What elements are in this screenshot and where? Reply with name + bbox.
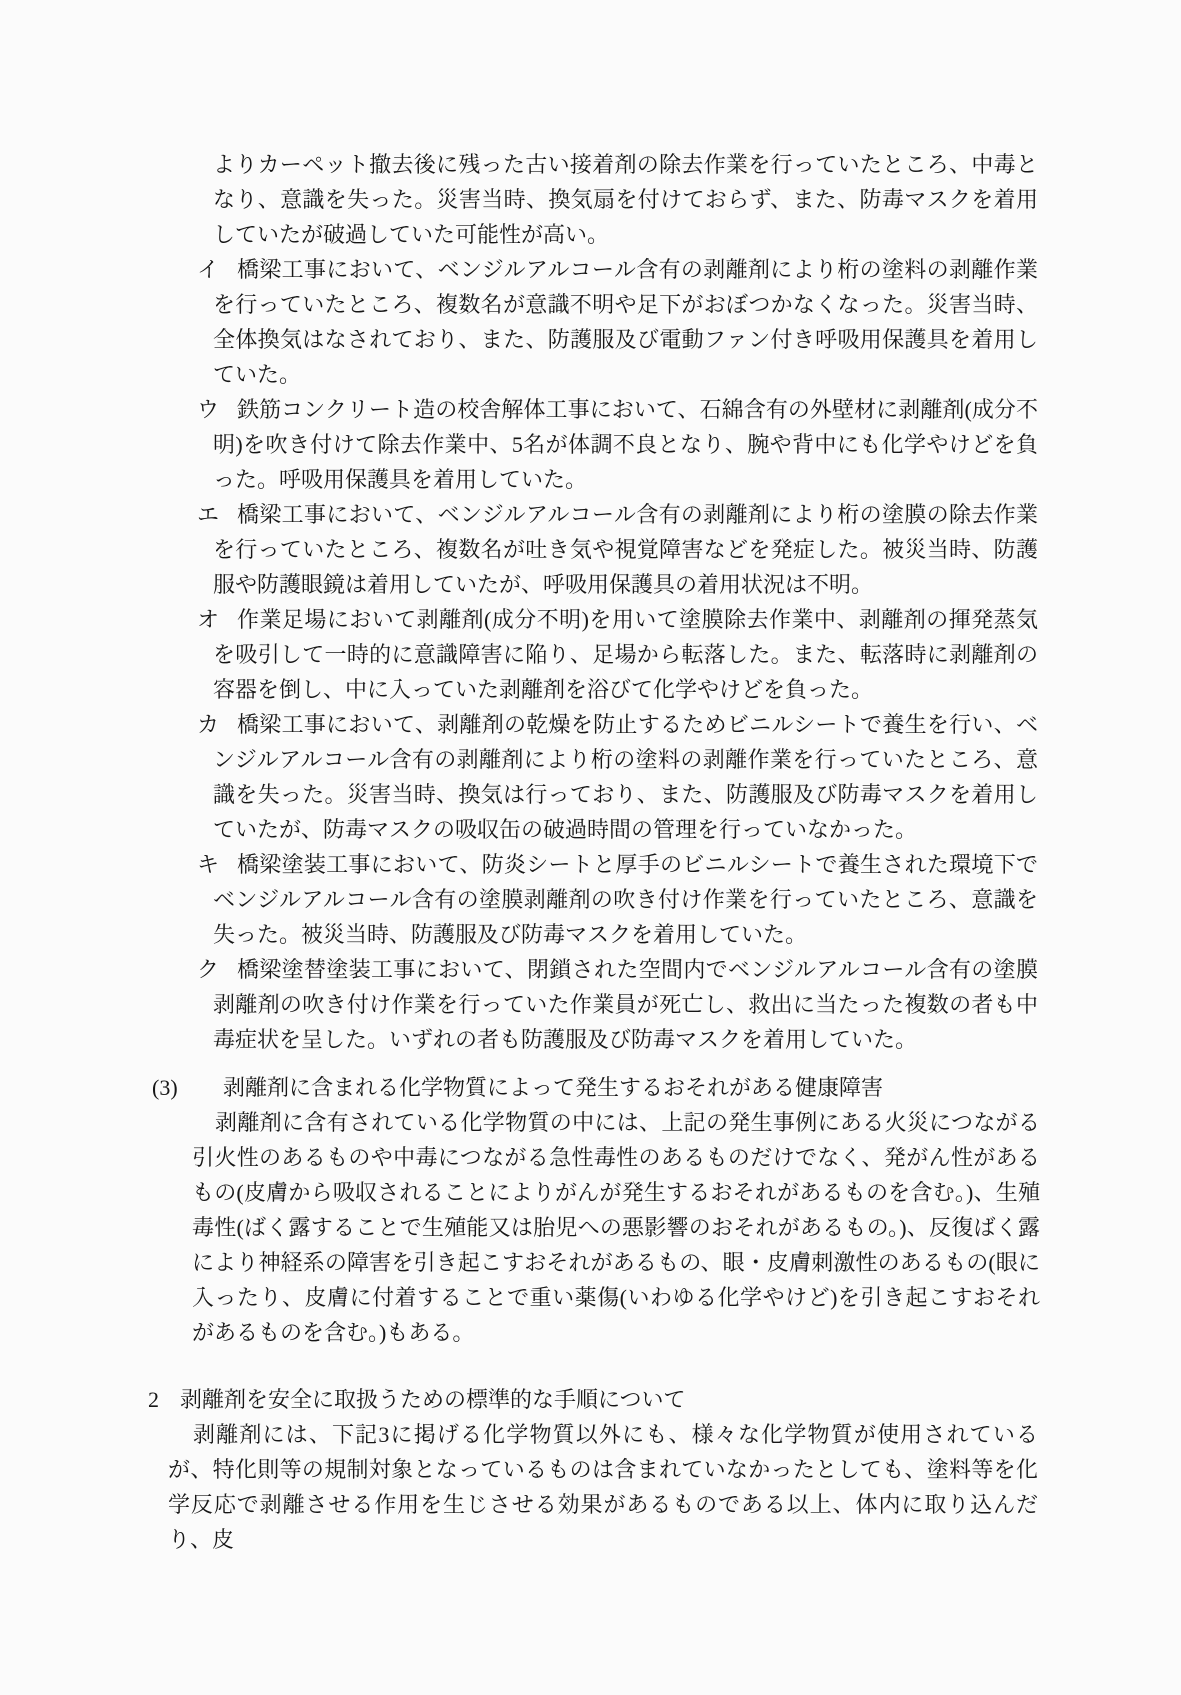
case-item-label: カ: [197, 712, 220, 737]
case-item-label: オ: [197, 607, 220, 632]
case-item-text: 橋梁工事において、剥離剤の乾燥を防止するためビニルシートで養生を行い、ベンジルアルコール含有の剥離剤により桁の塗料の剥離作業を行っていたところ、意識を失った。災害当時、換気は行っており、また、防護服及び防毒マスクを着用していたが、防毒マスクの吸収缶の破過時間の管理を行っていなかった。: [213, 712, 1038, 842]
document-body: [0, 147, 1181, 1557]
case-item-u: [197, 392, 1038, 497]
section-3-paragraph: 剥離剤に含有されている化学物質の中には、上記の発生事例にある火災につながる引火性のあるものや中毒につながる急性毒性のあるものだけでなく、発がん性があるもの(皮膚から吸収されることによりがんが発生するおそれがあるものを含む。)、生殖毒性(ばく露することで生殖能又は胎児への悪影響のおそれがあるもの。)、反復ばく露により神経系の障害を引き起こすおそれがあるもの、眼・皮膚刺激性のあるもの(眼に入ったり、皮膚に付着することで重い薬傷(いわゆる化学やけど)を引き起こすおそれがあるものを含む。)もある。: [192, 1110, 1040, 1345]
case-item-o: [197, 602, 1038, 707]
case-item-text: 橋梁工事において、ベンジルアルコール含有の剥離剤により桁の塗料の剥離作業を行っていたところ、複数名が意識不明や足下がおぼつかなくなった。災害当時、全体換気はなされており、また、防護服及び電動ファン付き呼吸用保護具を着用していた。: [213, 257, 1038, 387]
case-item-text: 橋梁塗装工事において、防炎シートと厚手のビニルシートで養生された環境下でベンジルアルコール含有の塗膜剥離剤の吹き付け作業を行っていたところ、意識を失った。被災当時、防護服及び防毒マスクを着用していた。: [213, 852, 1038, 947]
case-item-label: エ: [197, 502, 220, 527]
case-item-ku: [197, 952, 1038, 1057]
section-2-heading: [148, 1382, 1040, 1417]
case-item-text: 作業足場において剥離剤(成分不明)を用いて塗膜除去作業中、剥離剤の揮発蒸気を吸引して一時的に意識障害に陥り、足場から転落した。また、転落時に剥離剤の容器を倒し、中に入っていた剥離剤を浴びて化学やけどを負った。: [213, 607, 1038, 702]
case-item-text: 鉄筋コンクリート造の校舎解体工事において、石綿含有の外壁材に剥離剤(成分不明)を吹き付けて除去作業中、5名が体調不良となり、腕や背中にも化学やけどを負った。呼吸用保護具を着用していた。: [213, 397, 1038, 492]
case-item-label: イ: [197, 257, 220, 282]
case-item-i: [197, 252, 1038, 392]
case-item-label: ク: [197, 957, 220, 982]
case-item-text: 橋梁工事において、ベンジルアルコール含有の剥離剤により桁の塗膜の除去作業を行っていたところ、複数名が吐き気や視覚障害などを発症した。被災当時、防護服や防護眼鏡は着用していたが、呼吸用保護具の着用状況は不明。: [213, 502, 1038, 597]
case-item-ka: [197, 707, 1038, 847]
section-2-paragraph: 剥離剤には、下記3に掲げる化学物質以外にも、様々な化学物質が使用されているが、特化則等の規制対象となっているものは含まれていなかったとしても、塗料等を化学反応で剥離させる作用を生じさせる効果があるものである以上、体内に取り込んだり、皮: [168, 1422, 1038, 1552]
case-item-e: [197, 497, 1038, 602]
section-3-number: (3): [152, 1075, 178, 1100]
paragraph-item-a-continuation: よりカーペット撤去後に残った古い接着剤の除去作業を行っていたところ、中毒となり、意識を失った。災害当時、換気扇を付けておらず、また、防毒マスクを着用していたが破過していた可能性が高い。: [213, 152, 1038, 247]
section-2-heading-text: 剥離剤を安全に取扱うための標準的な手順について: [180, 1387, 686, 1412]
case-item-label: キ: [197, 852, 220, 877]
case-item-ki: [197, 847, 1038, 952]
case-item-label: ウ: [197, 397, 220, 422]
section-2-number: 2: [148, 1387, 159, 1412]
case-item-text: 橋梁塗替塗装工事において、閉鎖された空間内でベンジルアルコール含有の塗膜剥離剤の吹き付け作業を行っていた作業員が死亡し、救出に当たった複数の者も中毒症状を呈した。いずれの者も防護服及び防毒マスクを着用していた。: [213, 957, 1038, 1052]
section-3-heading-text: 剥離剤に含まれる化学物質によって発生するおそれがある健康障害: [223, 1075, 884, 1100]
section-3-heading: [152, 1070, 1038, 1105]
